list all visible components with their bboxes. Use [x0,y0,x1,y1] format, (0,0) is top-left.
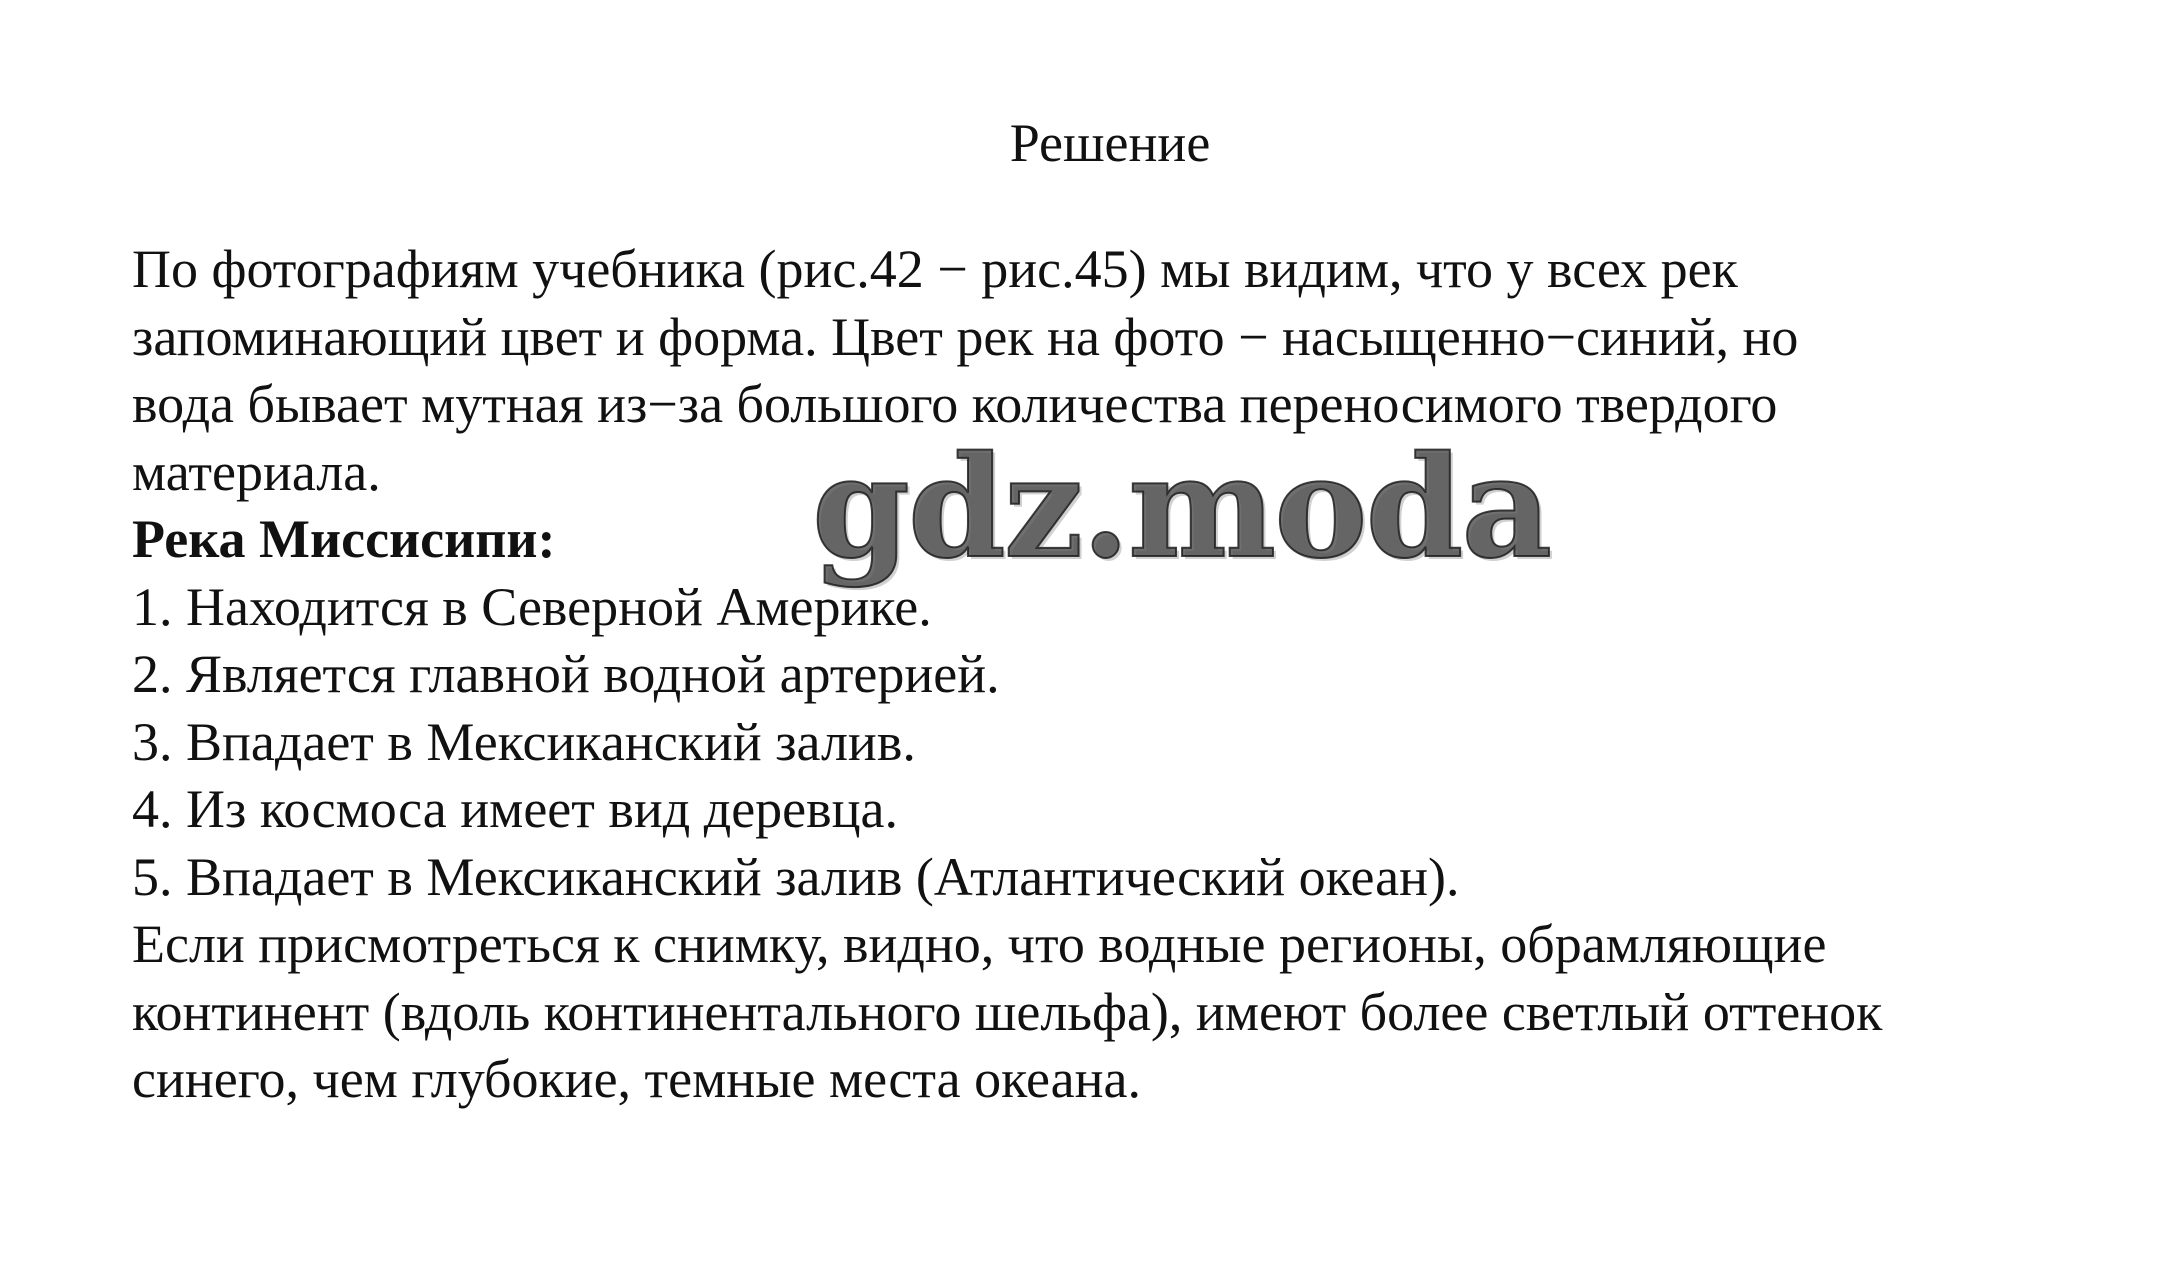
document-body [132,236,2172,1114]
intro-line-3: вода бывает мутная из−за большого количества переносимого твердого [132,374,1778,434]
section-heading: Река Миссисипи: [132,509,556,569]
conclusion-line-1: Если присмотреться к снимку, видно, что водные регионы, обрамляющие [132,914,1827,974]
conclusion-line-3: синего, чем глубокие, темные места океана. [132,1049,1141,1109]
intro-line-1: По фотографиям учебника (рис.42 − рис.45) мы видим, что у всех рек [132,239,1738,299]
list-item-4: 4. Из космоса имеет вид деревца. [132,779,898,839]
list-item-3: 3. Впадает в Мексиканский залив. [132,711,916,772]
page-title: Решение [1009,113,1211,173]
list-item-2: 2. Является главной водной артерией. [132,644,1000,704]
intro-line-2: запоминающий цвет и форма. Цвет рек на фото − насыщенно−синий, но [132,306,1799,367]
conclusion-line-2: континент (вдоль континентального шельфа), имеют более светлый оттенок [132,981,1883,1042]
list-item-1: 1. Находится в Северной Америке. [132,576,932,637]
watermark-logo: gdz.moda [812,426,1551,590]
list-item-5: 5. Впадает в Мексиканский залив (Атлантический океан). [132,846,1460,907]
intro-line-4: материала. [132,441,381,502]
